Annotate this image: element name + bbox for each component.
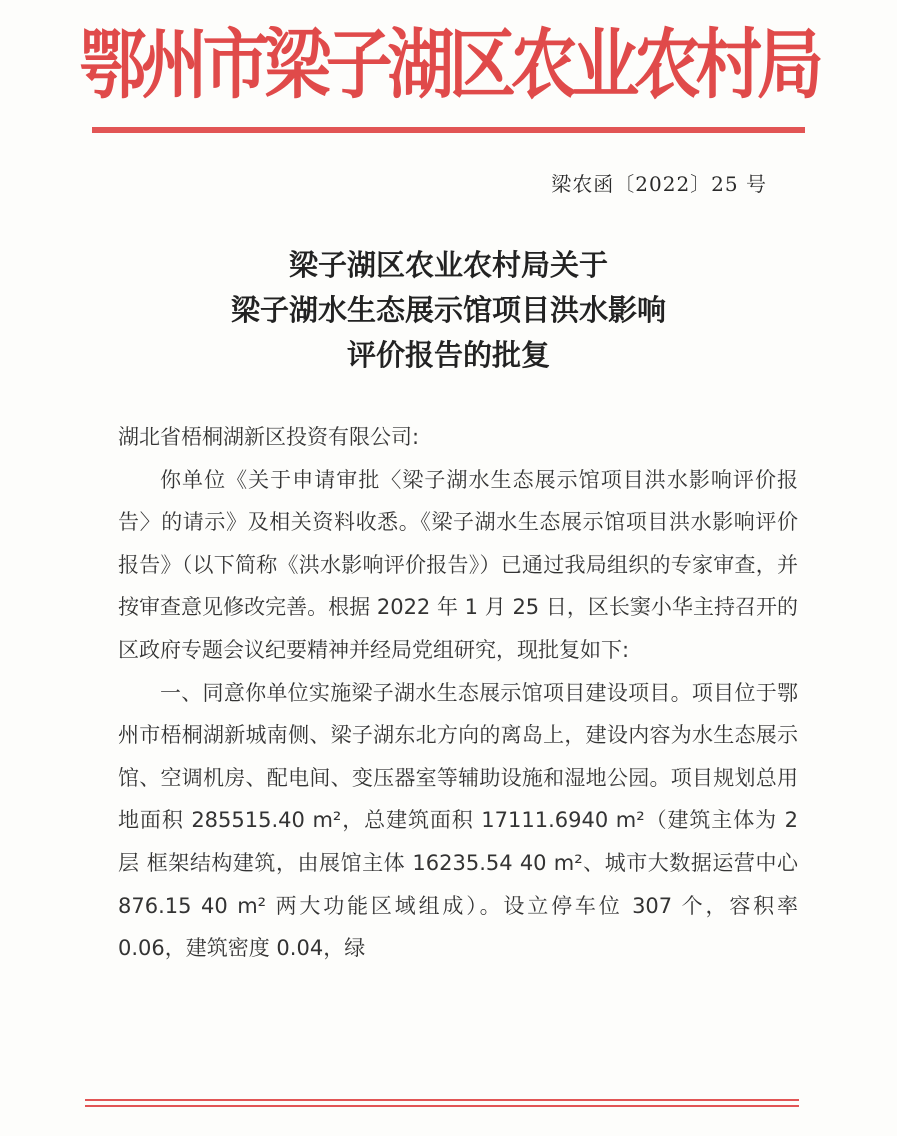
salutation: 湖北省梧桐湖新区投资有限公司: [118,425,420,449]
letterhead [0,20,897,110]
title-line-2: 梁子湖水生态展示馆项目洪水影响 [230,293,666,327]
footer-red-rule [85,1099,799,1107]
title-line-1: 梁子湖区农业农村局关于 [288,248,608,282]
document-number: 梁农函〔2022〕25 号 [551,172,767,196]
paragraph-2: 一、同意你单位实施梁子湖水生态展示馆项目建设项目。项目位于鄂州市梧桐湖新城南侧、梁子湖东北方向的离岛上，建设内容为水生态展示馆、空调机房、配电间、变压器室等辅助设施和湿地公园。项目规划总用地面积 285515.40 m²，总建筑面积 17111.6940 m²（建筑主体为 2 层 框架结构建筑，由展馆主体 16235.54 40 m²、城市大数据运营中心 876.15 40 m² 两大功能区域组成）。设立停车位 307 个，容积率 0.06，建筑密度 0.04，绿 [118,680,798,961]
letterhead-agency-name: 鄂州市梁子湖区农业农村局 [78,20,819,109]
document-title [0,243,897,378]
letterhead-red-rule [92,127,805,133]
title-line-3: 评价报告的批复 [346,338,550,372]
document-body [118,416,798,970]
paragraph-1: 你单位《关于申请审批〈梁子湖水生态展示馆项目洪水影响评价报告〉的请示》及相关资料收悉。《梁子湖水生态展示馆项目洪水影响评价报告》（以下简称《洪水影响评价报告》）已通过我局组织的专家审查，并按审查意见修改完善。根据 2022 年 1 月 25 日，区长窦小华主持召开的区政府专题会议纪要精神并经局党组研究，现批复如下: [118,467,798,662]
